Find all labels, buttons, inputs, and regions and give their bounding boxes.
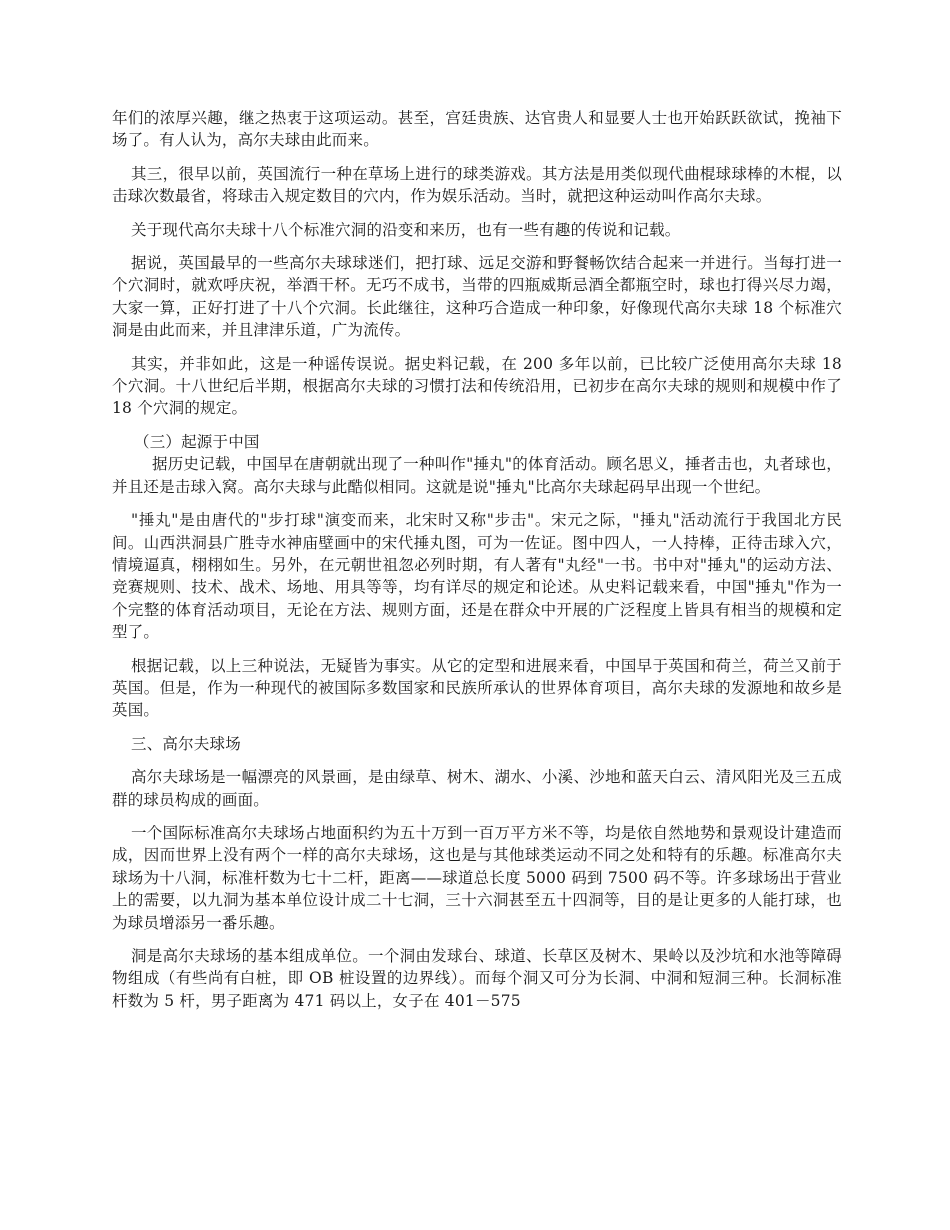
paragraph-9: 高尔夫球场是一幅漂亮的风景画，是由绿草、树木、湖水、小溪、沙地和蓝天白云、清风阳光及三五成群的球员构成的画面。 bbox=[112, 768, 842, 809]
paragraph-3: 关于现代高尔夫球十八个标准穴洞的沿变和来历，也有一些有趣的传说和记载。 bbox=[131, 220, 681, 239]
section-heading-origin-china: （三）起源于中国 bbox=[134, 432, 260, 451]
paragraph-6: 据历史记载，中国早在唐朝就出现了一种叫作"捶丸"的体育活动。顾名思义，捶者击也，丸者球也，并且还是击球入窝。高尔夫球与此酷似相同。这就是说"捶丸"比高尔夫球起码早出现一个世纪。 bbox=[112, 455, 842, 496]
paragraph-2: 其三，很早以前，英国流行一种在草场上进行的球类游戏。其方法是用类似现代曲棍球球棒的木棍，以击球次数最省，将球击入规定数目的穴内，作为娱乐活动。当时，就把这种运动叫作高尔夫球。 bbox=[112, 164, 842, 206]
paragraph-11: 洞是高尔夫球场的基本组成单位。一个洞由发球台、球道、长草区及树木、果岭以及沙坑和水池等障碍物组成（有些尚有白桩，即 OB 桩设置的边界线）。而每个洞又可分为长洞、中洞和短洞三种。长洞标准杆数为 5 杆，男子距离为 471 码以上，女子在 401－575 bbox=[112, 947, 842, 1010]
paragraph-7: "捶丸"是由唐代的"步打球"演变而来，北宋时又称"步击"。宋元之际，"捶丸"活动流行于我国北方民间。山西洪洞县广胜寺水神庙壁画中的宋代捶丸图，可为一佐证。图中四人，一人持棒，正待击球入穴，情境逼真，栩栩如生。另外，在元朝世祖忽必列时期，有人著有"丸经"一书。书中对"捶丸"的运动方法、竞赛规则、技术、战术、场地、用具等等，均有详尽的规定和论述。从史料记载来看，中国"捶丸"作为一个完整的体育活动项目，无论在方法、规则方面，还是在群众中开展的广泛程度上皆具有相当的规模和定型了。 bbox=[112, 511, 842, 642]
paragraph-8: 根据记载，以上三种说法，无疑皆为事实。从它的定型和进展来看，中国早于英国和荷兰，荷兰又前于英国。但是，作为一种现代的被国际多数国家和民族所承认的世界体育项目，高尔夫球的发源地和故乡是英国。 bbox=[112, 656, 842, 720]
document-page bbox=[112, 107, 842, 1023]
paragraph-10: 一个国际标准高尔夫球场占地面积约为五十万到一百万平方米不等，均是依自然地势和景观设计建造而成，因而世界上没有两个一样的高尔夫球场，这也是与其他球类运动不同之处和特有的乐趣。标准高尔夫球场为十八洞，标准杆数为七十二杆，距离——球道总长度 5000 码到 7500 码不等。许多球场出于营业上的需要，以九洞为基本单位设计成二十七洞，三十六洞甚至五十四洞等，目的是让更多的人能打球，也为球员增添另一番乐趣。 bbox=[112, 823, 842, 932]
paragraph-1: 年们的浓厚兴趣，继之热衷于这项运动。甚至，宫廷贵族、达官贵人和显要人士也开始跃跃欲试，挽袖下场了。有人认为，高尔夫球由此而来。 bbox=[112, 109, 842, 150]
paragraph-4: 据说，英国最早的一些高尔夫球球迷们，把打球、远足交游和野餐畅饮结合起来一并进行。当每打进一个穴洞时，就欢呼庆祝，举酒干杯。无巧不成书，当带的四瓶威斯忌酒全都瓶空时，球也打得兴尽力竭，大家一算，正好打进了十八个穴洞。长此继往，这种巧合造成一种印象，好像现代高尔夫球 18 个标准穴洞是由此而来，并且津津乐道，广为流传。 bbox=[112, 254, 842, 340]
paragraph-5: 其实，并非如此，这是一种谣传误说。据史料记载，在 200 多年以前，已比较广泛使用高尔夫球 18 个穴洞。十八世纪后半期，根据高尔夫球的习惯打法和传统沿用，已初步在高尔夫球的规则和规模中作了 18 个穴洞的规定。 bbox=[112, 354, 842, 418]
section-heading-golf-course: 三、高尔夫球场 bbox=[131, 734, 241, 753]
